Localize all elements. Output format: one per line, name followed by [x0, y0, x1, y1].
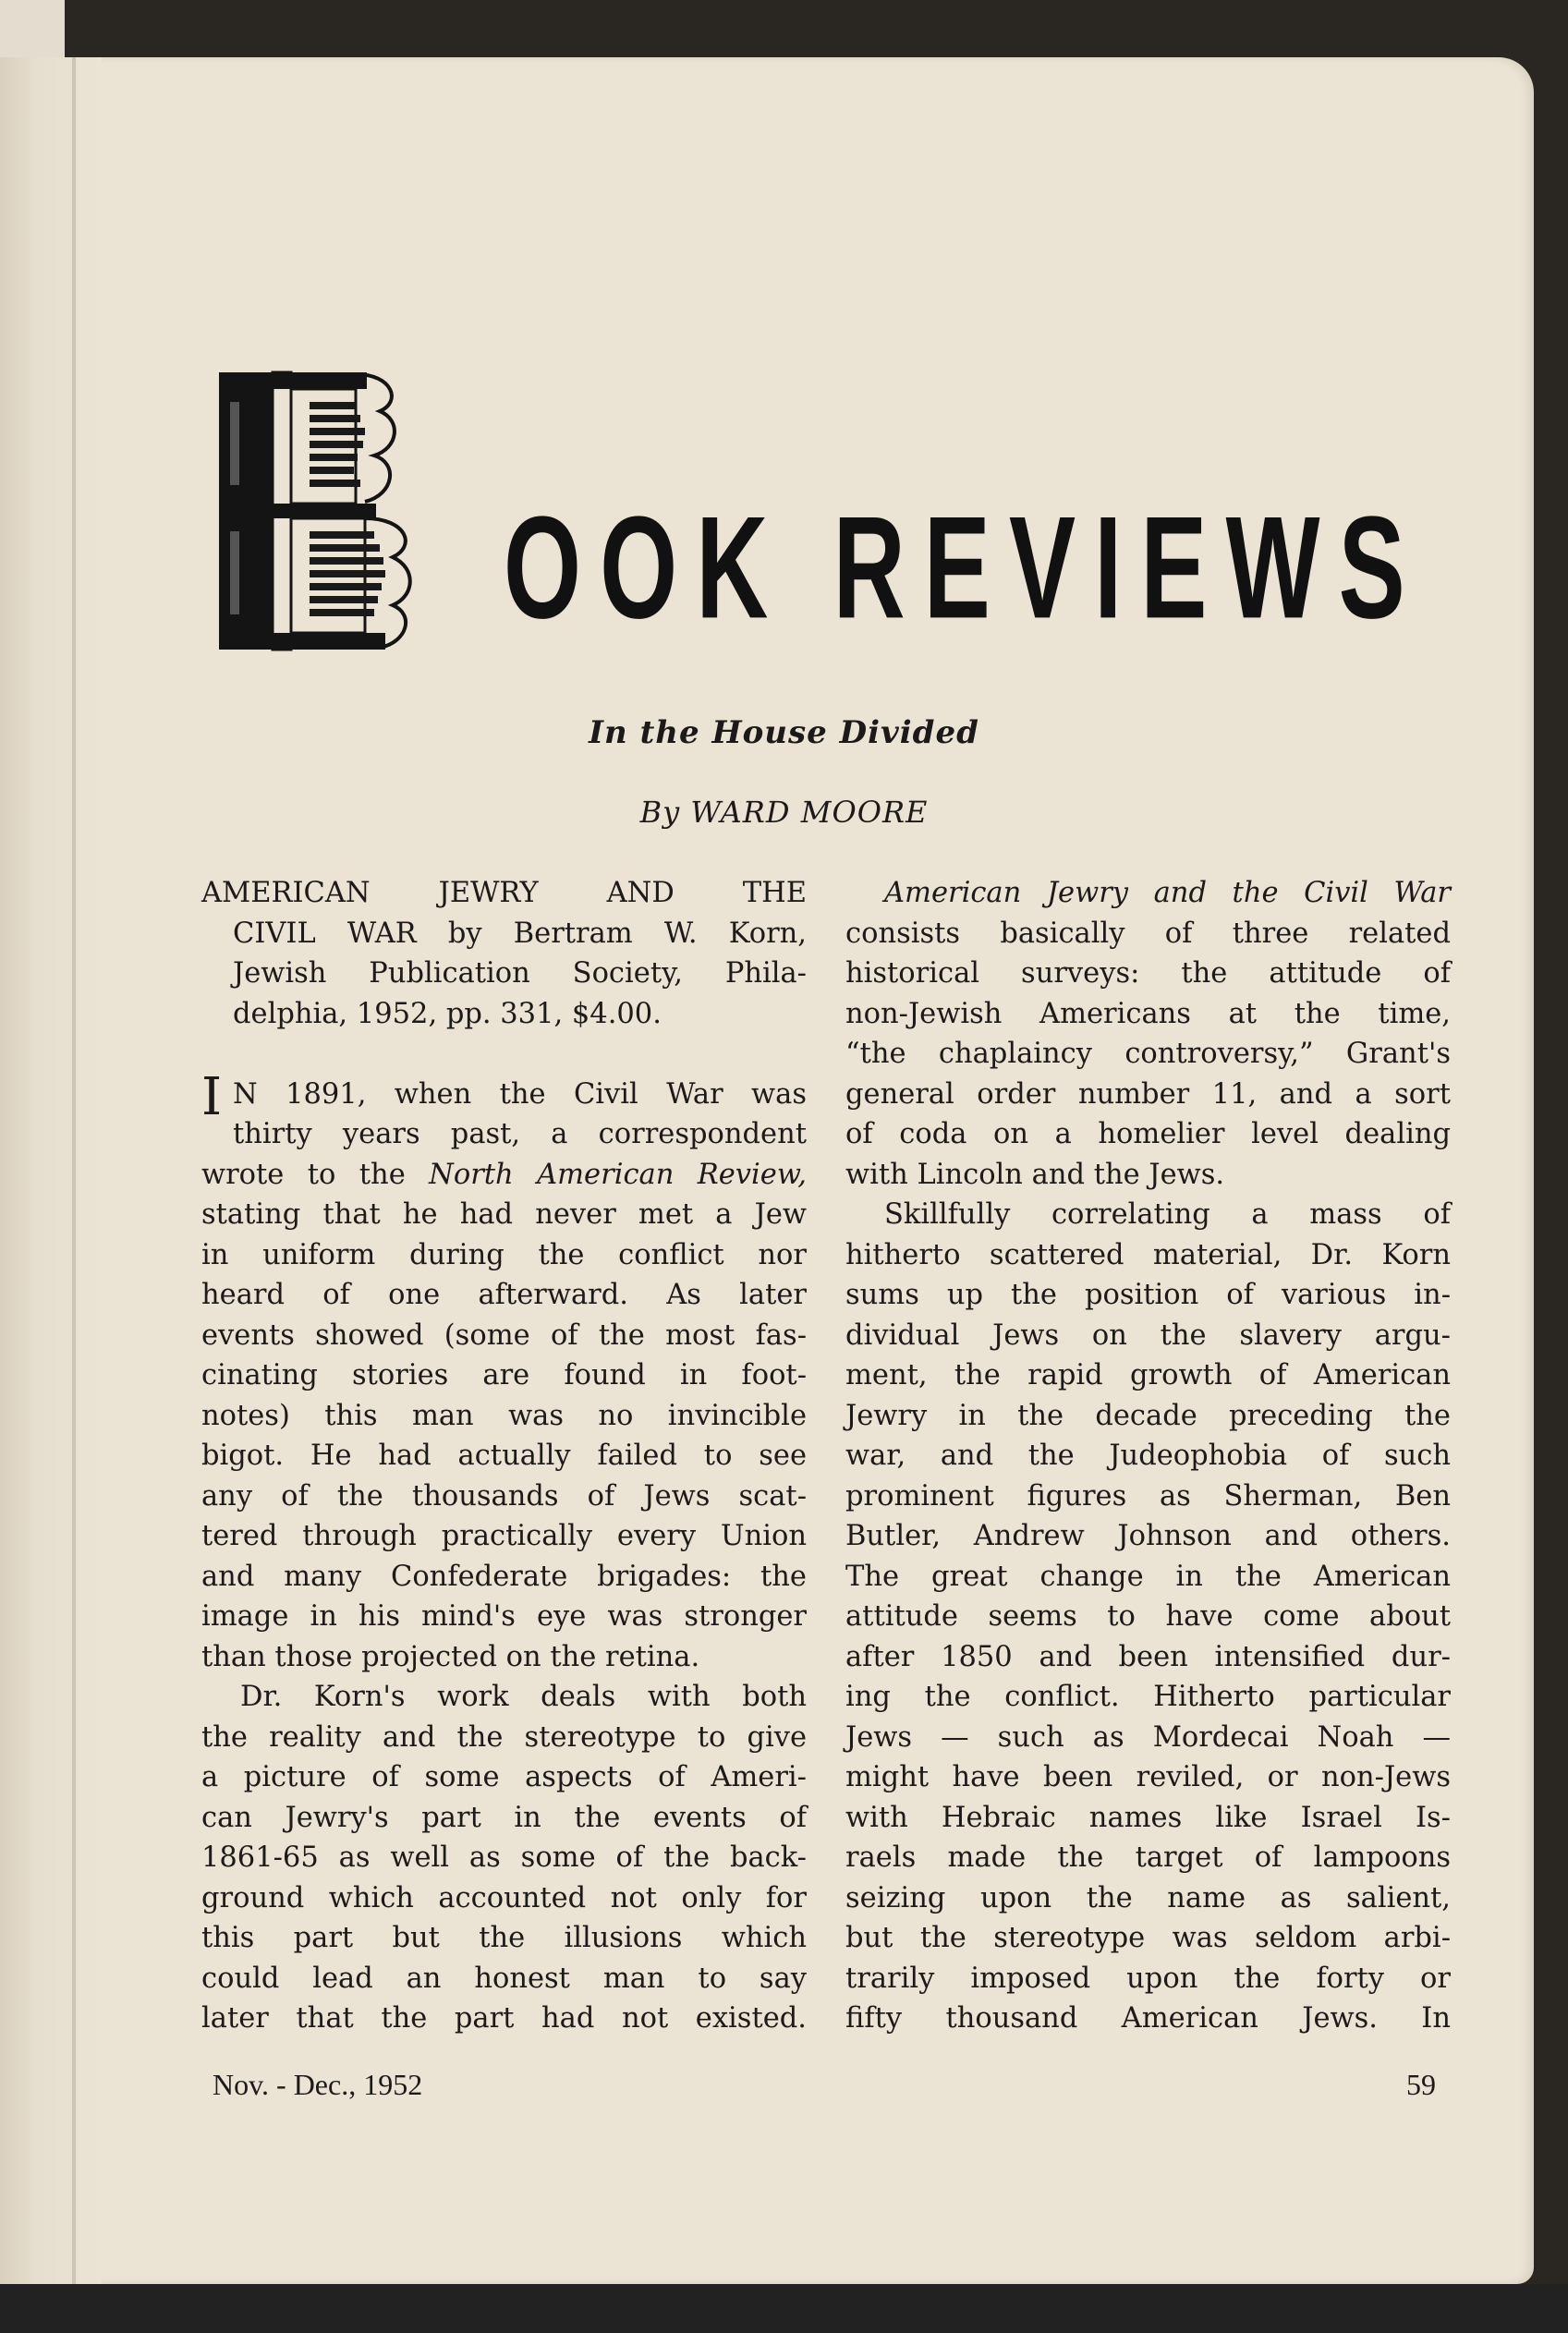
- right-column-line: raels made the target of lampoons: [845, 1841, 1451, 1874]
- right-column-line: consists basically of three related: [845, 917, 1451, 950]
- left-column-line: than those projected on the retina.: [201, 1640, 700, 1673]
- gutter-crease: [72, 57, 76, 2284]
- right-column-line: but the stereotype was seldom arbi-: [845, 1922, 1451, 1954]
- article-byline: By WARD MOORE: [639, 795, 929, 830]
- right-column-line: with Lincoln and the Jews.: [845, 1158, 1225, 1191]
- page-number: 59: [1406, 2068, 1436, 2101]
- left-column-line: [201, 1034, 807, 1075]
- left-column-line: a picture of some aspects of Ameri-: [201, 1761, 807, 1793]
- right-column-line: hitherto scattered material, Dr. Korn: [845, 1238, 1451, 1271]
- left-column-line: events showed (some of the most fas-: [201, 1318, 807, 1352]
- right-column-line: dividual Jews on the slavery argu-: [845, 1318, 1451, 1352]
- left-column-line: any of the thousands of Jews scat-: [201, 1479, 807, 1513]
- right-column-line: fifty thousand American Jews. In: [845, 2002, 1451, 2035]
- left-column-line: bigot. He had actually failed to see: [201, 1440, 807, 1472]
- left-column-line: later that the part had not existed.: [201, 2002, 807, 2035]
- right-column-line: Jewry in the decade preceding the: [845, 1399, 1451, 1432]
- right-column-line: sums up the position of various in-: [845, 1279, 1451, 1311]
- left-column-line: the reality and the stereotype to give: [201, 1720, 807, 1754]
- page-edge-top: [0, 0, 65, 57]
- right-column: [845, 873, 1451, 2039]
- left-column-line: can Jewry's part in the events of: [201, 1801, 807, 1834]
- drop-cap: I: [201, 1067, 223, 1127]
- left-column-line: tered through practically every Union: [201, 1520, 807, 1552]
- left-column-line: CIVIL WAR by Bertram W. Korn,: [233, 917, 807, 950]
- right-column-line: Skillfully correlating a mass of: [884, 1198, 1451, 1231]
- left-column-line: could lead an honest man to say: [201, 1962, 807, 1995]
- right-column-line: “the chaplaincy controversy,” Grant's: [845, 1038, 1451, 1070]
- right-column-line: ment, the rapid growth of American: [845, 1359, 1451, 1391]
- book-reviews-heading: [217, 346, 1424, 661]
- left-column-line: 1861-65 as well as some of the back-: [201, 1841, 807, 1874]
- left-column-line: notes) this man was no invincible: [201, 1399, 807, 1432]
- right-column-line: of coda on a homelier level dealing: [845, 1118, 1451, 1150]
- right-column-line: The great change in the American: [845, 1560, 1451, 1593]
- right-column-line: trarily imposed upon the forty or: [845, 1962, 1451, 1995]
- right-column-line: prominent figures as Sherman, Ben: [845, 1479, 1451, 1513]
- left-column-line: ground which accounted not only for: [201, 1881, 807, 1914]
- right-column-line: ing the conflict. Hitherto particular: [845, 1681, 1451, 1713]
- right-column-line: after 1850 and been intensified dur-: [845, 1640, 1451, 1673]
- issue-date: Nov. - Dec., 1952: [213, 2068, 423, 2101]
- right-column-line: general order number 11, and a sort: [845, 1077, 1451, 1111]
- left-column-line: Jewish Publication Society, Phila-: [233, 957, 807, 990]
- left-column-line: in uniform during the conflict nor: [201, 1238, 807, 1271]
- left-column-line: N 1891, when the Civil War was: [233, 1077, 807, 1111]
- page-bottom-edge: [0, 2284, 1568, 2333]
- left-column-line: AMERICAN JEWRY AND THE: [201, 877, 807, 909]
- bookshelf-b-initial: [217, 346, 494, 661]
- left-column-line: image in his mind's eye was stronger: [201, 1600, 807, 1633]
- left-column-line: heard of one afterward. As later: [201, 1279, 807, 1311]
- right-column-line: non-Jewish Americans at the time,: [845, 997, 1451, 1030]
- right-column-line: Butler, Andrew Johnson and others.: [845, 1520, 1451, 1552]
- left-column-line: cinating stories are found in foot-: [201, 1359, 807, 1391]
- right-column-line: American Jewry and the Civil War: [884, 877, 1451, 909]
- left-column-line: thirty years past, a correspondent: [233, 1118, 807, 1150]
- periodical-title: North American Review,: [429, 1158, 807, 1191]
- left-column-line: Dr. Korn's work deals with both: [240, 1681, 807, 1713]
- left-column-line: stating that he had never met a Jew: [201, 1198, 807, 1231]
- heading-text: OOK REVIEWS: [504, 485, 1424, 649]
- right-column-line: seizing upon the name as salient,: [845, 1881, 1451, 1914]
- right-column-line: might have been reviled, or non-Jews: [845, 1761, 1451, 1793]
- right-column-line: Jews — such as Mordecai Noah —: [845, 1720, 1451, 1754]
- left-column-line: this part but the illusions which: [201, 1922, 807, 1954]
- page-gutter: [0, 57, 102, 2284]
- left-column: [201, 873, 807, 2039]
- left-column-line: delphia, 1952, pp. 331, $4.00.: [233, 997, 662, 1030]
- right-column-line: attitude seems to have come about: [845, 1600, 1451, 1633]
- right-column-line: historical surveys: the attitude of: [845, 957, 1451, 990]
- right-column-line: war, and the Judeophobia of such: [845, 1440, 1451, 1472]
- left-column-line: wrote to the North American Review,: [201, 1158, 807, 1191]
- article-title: In the House Divided: [589, 714, 979, 751]
- left-column-line: and many Confederate brigades: the: [201, 1560, 807, 1593]
- right-column-line: with Hebraic names like Israel Is-: [845, 1801, 1451, 1834]
